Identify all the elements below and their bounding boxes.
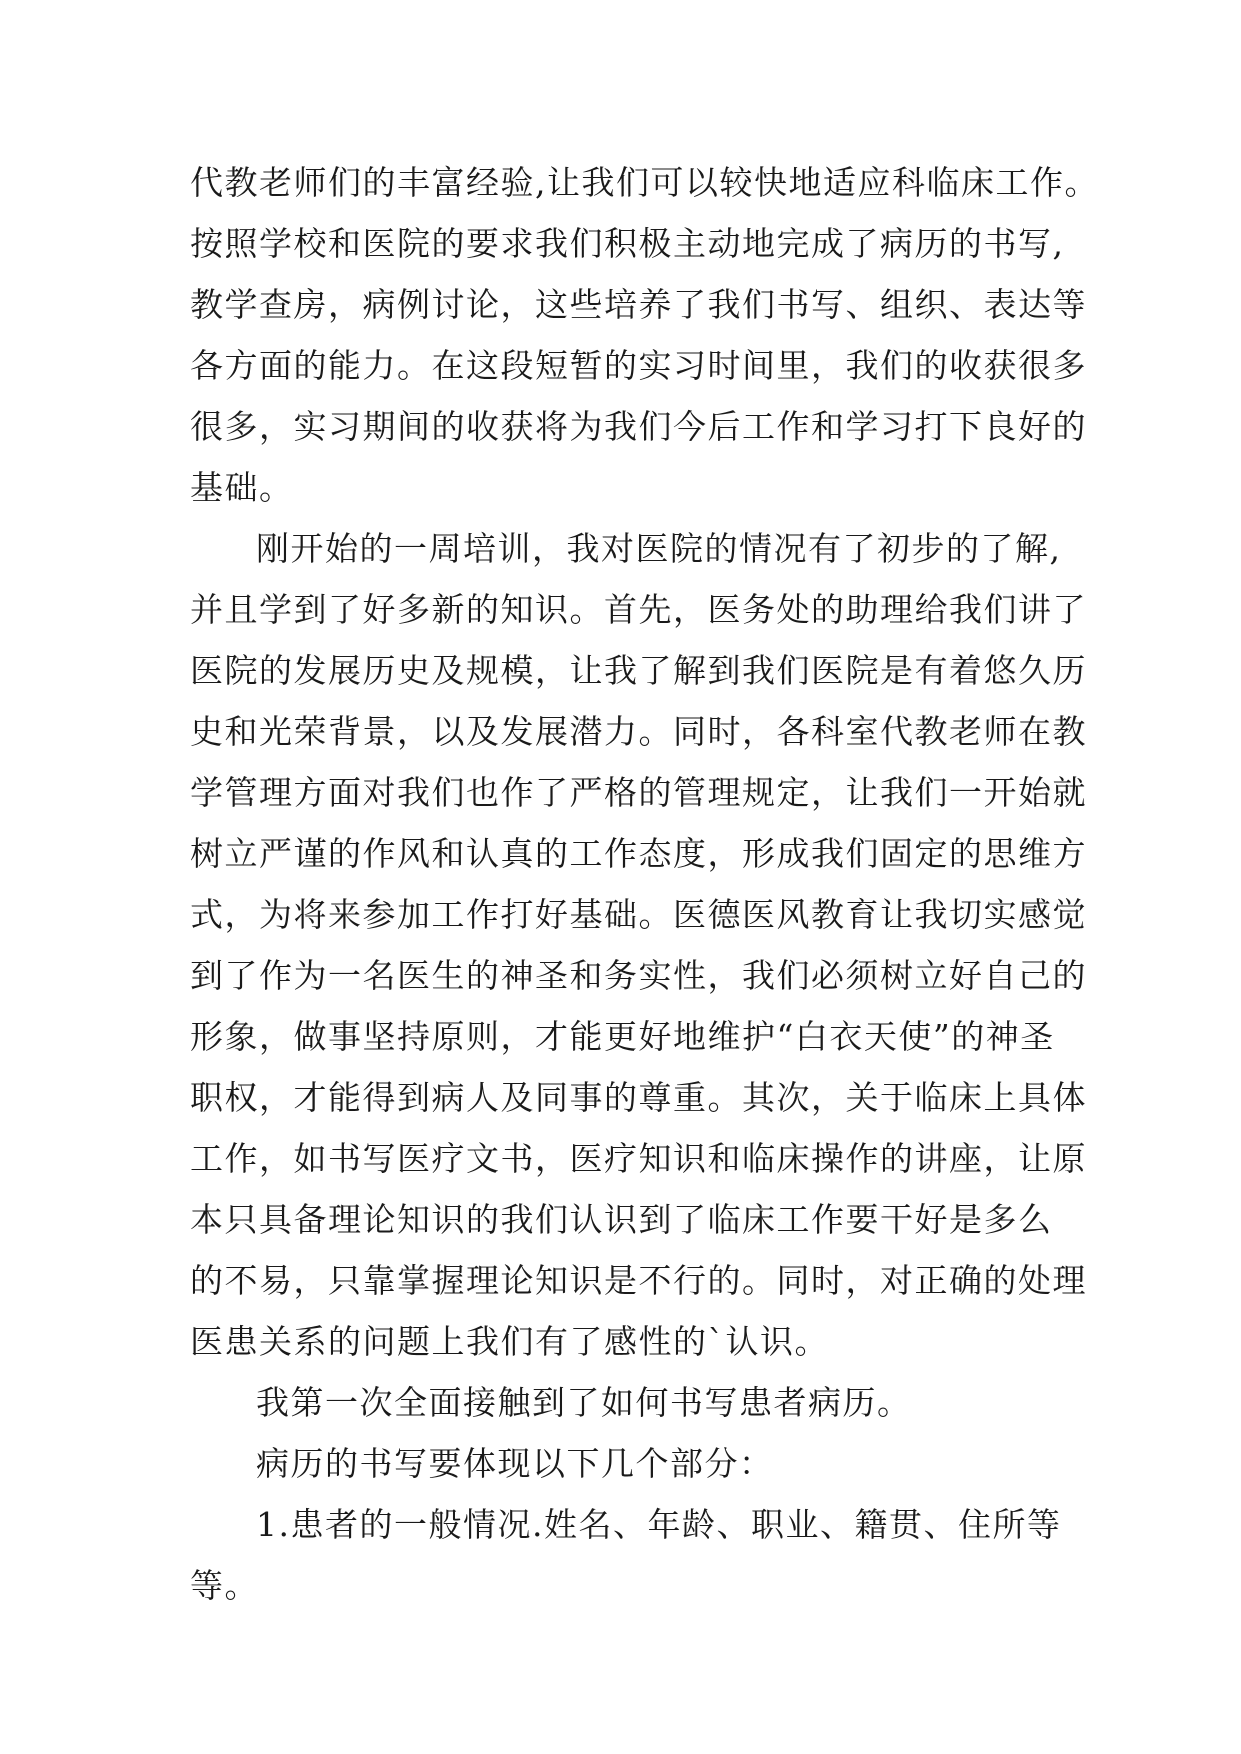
text-line: 教学查房，病例讨论，这些培养了我们书写、组织、表达等 <box>190 285 1087 324</box>
paragraph-first-line: 我第一次全面接触到了如何书写患者病历。 <box>256 1383 912 1422</box>
text-line: 代教老师们的丰富经验,让我们可以较快地适应科临床工作。 <box>190 163 1099 202</box>
text-line: 工作，如书写医疗文书，医疗知识和临床操作的讲座，让原 <box>190 1139 1087 1178</box>
text-line: 医院的发展历史及规模，让我了解到我们医院是有着悠久历 <box>190 651 1087 690</box>
text-line: 本只具备理论知识的我们认识到了临床工作要干好是多么 <box>190 1200 1053 1239</box>
text-line: 医患关系的问题上我们有了感性的`认识。 <box>190 1322 829 1361</box>
text-line: 按照学校和医院的要求我们积极主动地完成了病历的书写, <box>190 224 1065 263</box>
text-line: 很多，实习期间的收获将为我们今后工作和学习打下良好的 <box>190 407 1087 446</box>
text-line: 树立严谨的作风和认真的工作态度，形成我们固定的思维方 <box>190 834 1087 873</box>
text-line: 的不易，只靠掌握理论知识是不行的。同时，对正确的处理 <box>190 1261 1087 1300</box>
text-line: 基础。 <box>190 468 294 507</box>
text-line: 各方面的能力。在这段短暂的实习时间里，我们的收获很多 <box>190 346 1087 385</box>
text-line: 并且学到了好多新的知识。首先，医务处的助理给我们讲了 <box>190 590 1087 629</box>
text-line: 式，为将来参加工作打好基础。医德医风教育让我切实感觉 <box>190 895 1087 934</box>
text-line: 史和光荣背景，以及发展潜力。同时，各科室代教老师在教 <box>190 712 1087 751</box>
list-item-line: 1.患者的一般情况.姓名、年龄、职业、籍贯、住所等 <box>256 1505 1062 1544</box>
text-line: 到了作为一名医生的神圣和务实性，我们必须树立好自己的 <box>190 956 1087 995</box>
paragraph-first-line: 刚开始的一周培训，我对医院的情况有了初步的了解, <box>256 529 1062 568</box>
text-line: 学管理方面对我们也作了严格的管理规定，让我们一开始就 <box>190 773 1087 812</box>
text-line: 等。 <box>190 1566 259 1605</box>
text-line: 形象，做事坚持原则，才能更好地维护“白衣天使”的神圣 <box>190 1017 1055 1056</box>
text-line: 职权，才能得到病人及同事的尊重。其次，关于临床上具体 <box>190 1078 1087 1117</box>
paragraph-first-line: 病历的书写要体现以下几个部分： <box>256 1444 774 1483</box>
